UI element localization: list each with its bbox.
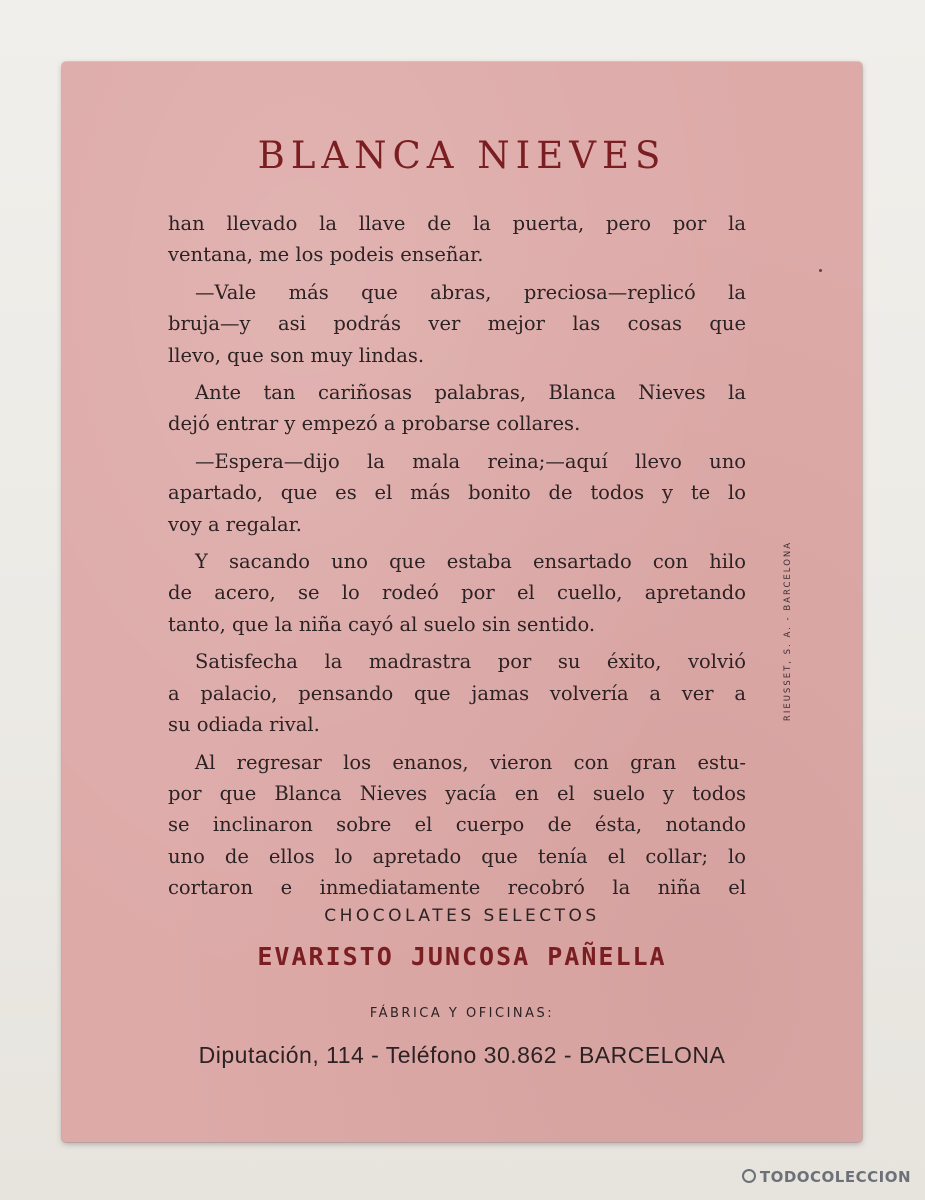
story-line: Al regresar los enanos, vieron con gran estu- — [195, 750, 746, 774]
maker-name: EVARISTO JUNCOSA PAÑELLA — [257, 942, 667, 971]
story-line: bruja—y asi podrás ver mejor las cosas que — [168, 312, 746, 336]
paragraph — [168, 546, 746, 640]
story-line: —Espera—dijo la mala reina;—aquí llevo uno — [195, 449, 746, 473]
story-text — [168, 208, 746, 910]
story-line: Ante tan cariñosas palabras, Blanca Nieves la — [195, 381, 746, 405]
story-line: voy a regalar. — [168, 512, 303, 536]
paragraph — [168, 646, 746, 740]
story-line: apartado, que es el más bonito de todos y te lo — [168, 481, 746, 505]
offices-label: FÁBRICA Y OFICINAS: — [369, 1006, 555, 1021]
story-line: se inclinaron sobre el cuerpo de ésta, notando — [168, 813, 746, 837]
address-line: Diputación, 114 - Teléfono 30.862 - BARCELONA — [198, 1042, 726, 1068]
watermark-logo-icon — [742, 1169, 756, 1183]
story-line: Satisfecha la madrastra por su éxito, volvió — [195, 650, 746, 674]
paragraph — [168, 277, 746, 371]
story-line: han llevado la llave de la puerta, pero por la — [168, 212, 746, 235]
printer-credit: RIEUSSET, S. A. - BARCELONA — [783, 540, 793, 722]
story-line: cortaron e inmediatamente recobró la niña el — [168, 876, 746, 900]
card-title: BLANCA NIEVES — [257, 134, 667, 177]
story-line: su odiada rival. — [168, 713, 320, 737]
brand-line: CHOCOLATES SELECTOS — [324, 906, 600, 926]
story-line: de acero, se lo rodeó por el cuello, apretando — [168, 581, 746, 605]
watermark — [742, 1168, 911, 1186]
story-line: —Vale más que abras, preciosa—replicó la — [195, 280, 746, 304]
paragraph — [168, 377, 746, 440]
story-line: ventana, me los podeis enseñar. — [168, 243, 484, 267]
story-line: Y sacando uno que estaba ensartado con hilo — [195, 550, 746, 574]
story-line: uno de ellos lo apretado que tenía el collar; lo — [168, 844, 746, 868]
paragraph — [168, 446, 746, 540]
paper-speck — [819, 269, 822, 272]
story-line: dejó entrar y empezó a probarse collares. — [168, 412, 581, 436]
paragraph — [168, 208, 746, 271]
watermark-text: TODOCOLECCION — [759, 1168, 911, 1186]
story-line: llevo, que son muy lindas. — [168, 343, 425, 367]
collector-card — [62, 62, 862, 1142]
story-line: a palacio, pensando que jamas volvería a ver a — [168, 681, 746, 705]
story-line: tanto, que la niña cayó al suelo sin sentido. — [168, 612, 596, 636]
story-line: por que Blanca Nieves yacía en el suelo y todos — [168, 781, 746, 805]
paragraph — [168, 747, 746, 904]
